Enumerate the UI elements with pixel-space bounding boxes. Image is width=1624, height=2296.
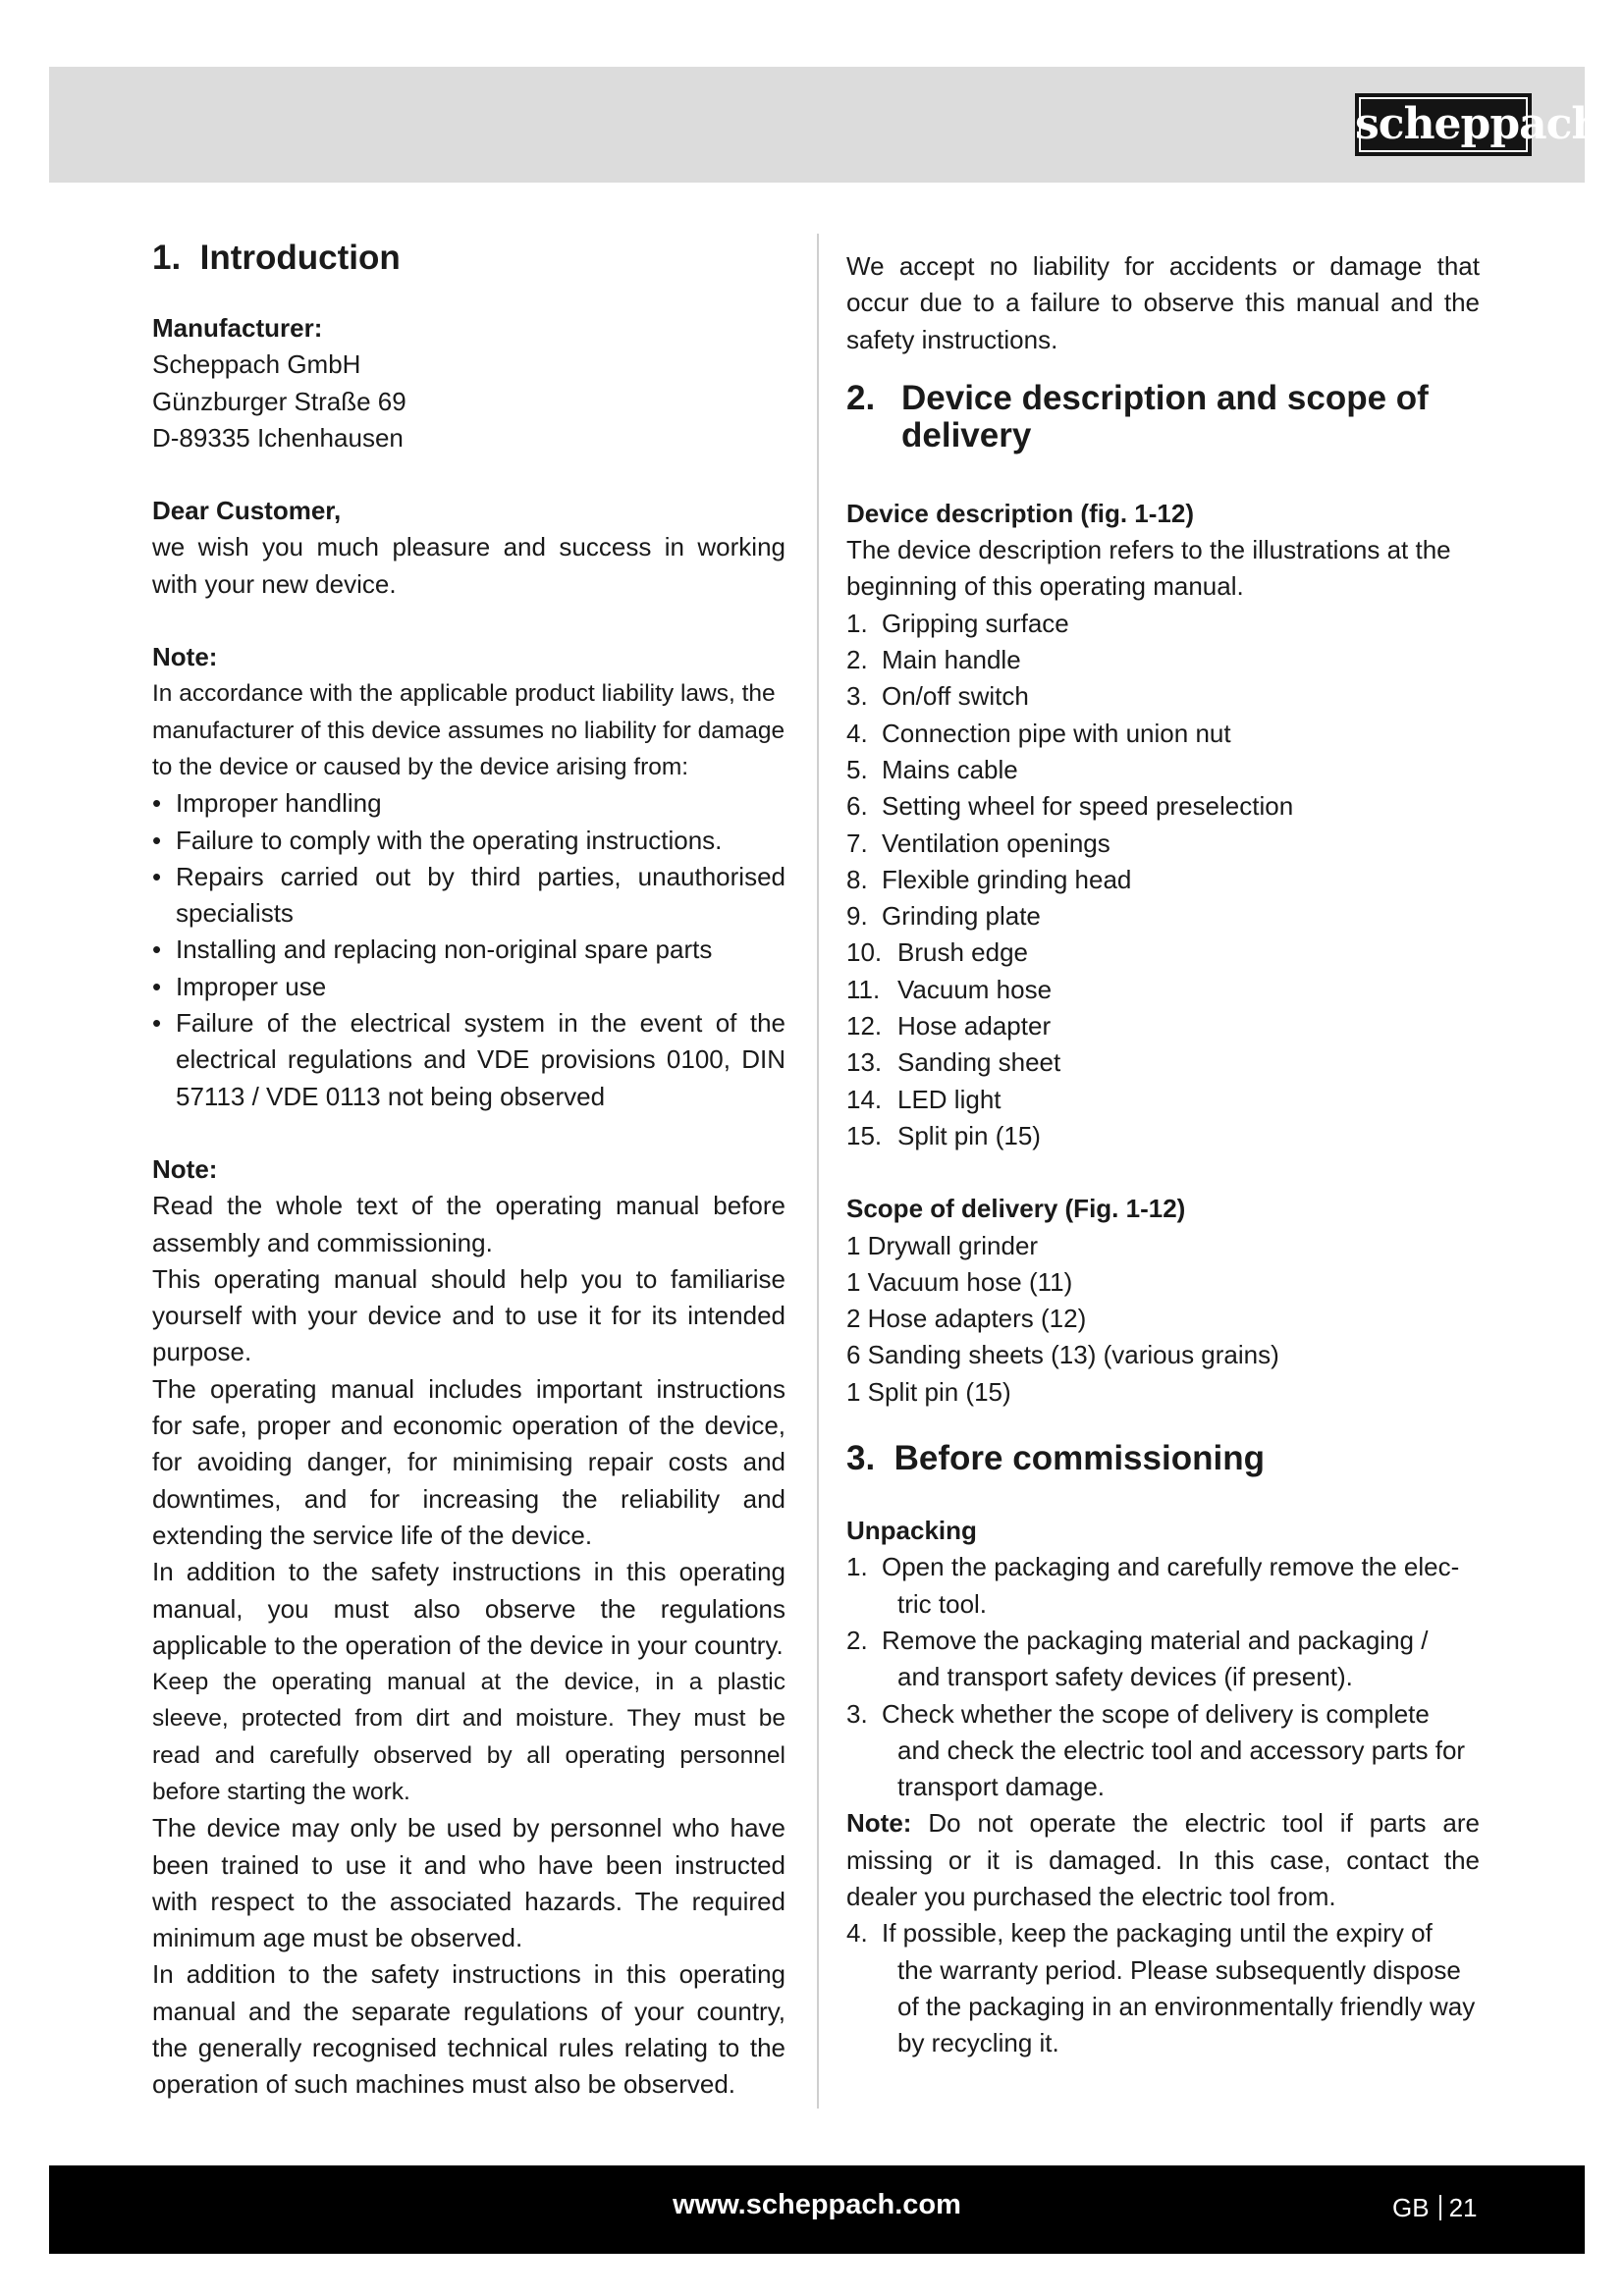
section-1-number: 1.: [152, 239, 182, 277]
list-item: • Failure of the electrical system in the event of the electrical regulations and VDE provisions 0100, DIN 57113 / VDE 0113 not being observed: [152, 1008, 785, 1111]
section-3-title: Before commissioning: [893, 1439, 1265, 1478]
list-item: 1. Open the packaging and carefully remove the elec- tric tool.: [846, 1552, 1460, 1619]
list-item: 6. Setting wheel for speed preselection: [846, 791, 1294, 822]
liability-intro: In accordance with the applicable product liability laws, the manufacturer of this device assumes no liability for damage to the device or caused by the device arising from:: [152, 680, 785, 780]
list-item: 13. Sanding sheet: [846, 1047, 1061, 1078]
paragraph: In addition to the safety instructions in this operating manual and the separate regulations of your country, the generally recognised technical rules relating to the operation of such machines must also be observed.: [152, 1959, 785, 2100]
list-item: 15. Split pin (15): [846, 1120, 1041, 1150]
list-item: 4. If possible, keep the packaging until the expiry of the warranty period. Please subsequently dispose of the packaging in an environmentally friendly way by recycling it.: [846, 1918, 1476, 2058]
paragraph: In addition to the safety instructions in this operating manual, you must also observe the regulations applicable to the operation of the device in your country.: [152, 1557, 785, 1660]
unpacking-label: Unpacking: [846, 1516, 977, 1546]
list-item: 11. Vacuum hose: [846, 974, 1053, 1004]
list-item: • Improper handling: [152, 788, 382, 819]
dear-customer-text: we wish you much pleasure and success in working with your new device.: [152, 532, 785, 599]
section-2-title: Device description and scope of delivery: [901, 378, 1429, 454]
list-item: 1 Split pin (15): [846, 1376, 1011, 1407]
scheppach-logo: scheppach: [1355, 93, 1532, 156]
section-3-number: 3.: [846, 1439, 876, 1478]
list-item: 4. Connection pipe with union nut: [846, 718, 1231, 748]
list-item: 1 Vacuum hose (11): [846, 1266, 1073, 1297]
left-column: [152, 234, 785, 2104]
list-item: • Repairs carried out by third parties, unauthorised specialists: [152, 861, 785, 929]
right-column: [846, 234, 1480, 2061]
manufacturer-line: Scheppach GmbH: [152, 349, 361, 380]
unpacking-note: Note: Do not operate the electric tool if parts are missing or it is damaged. In this case, contact the dealer you purchased the electric tool from.: [846, 1808, 1480, 1911]
liability-list: [152, 785, 785, 1115]
note-label: Note:: [152, 642, 218, 672]
list-item: 14. LED light: [846, 1084, 1001, 1114]
paragraph: Keep the operating manual at the device, in a plastic sleeve, protected from dirt and moisture. They must be read and carefully observed by all operating personnel before starting the work.: [152, 1669, 785, 1805]
section-3-heading: [846, 1440, 1480, 1477]
section-2-number: 2.: [846, 378, 876, 417]
list-item: 1. Gripping surface: [846, 608, 1069, 638]
manufacturer-line: D-89335 Ichenhausen: [152, 422, 404, 453]
list-item: 5. Mains cable: [846, 754, 1018, 784]
list-item: • Improper use: [152, 971, 327, 1001]
unpacking-steps: [846, 1549, 1480, 1805]
scope-of-delivery-label: Scope of delivery (Fig. 1-12): [846, 1194, 1186, 1224]
liability-disclaimer: We accept no liability for accidents or damage that occur due to a failure to observe this manual and the safety instructions.: [846, 251, 1480, 354]
list-item: 3. Check whether the scope of delivery is complete and check the electric tool and accessory parts for transport damage.: [846, 1698, 1466, 1802]
section-2-heading: [846, 380, 1480, 454]
footer-separator: [1439, 2195, 1441, 2220]
manufacturer-label: Manufacturer:: [152, 313, 323, 343]
dear-customer-label: Dear Customer,: [152, 496, 342, 526]
list-item: 3. On/off switch: [846, 681, 1029, 712]
section-1-title: Introduction: [199, 239, 401, 277]
device-parts-list: [846, 606, 1480, 1154]
list-item: 2. Remove the packaging material and packaging / and transport safety devices (if present).: [846, 1625, 1429, 1692]
section-1-heading: [152, 238, 785, 279]
device-description-label: Device description (fig. 1-12): [846, 498, 1194, 528]
list-item: 1 Drywall grinder: [846, 1230, 1039, 1260]
list-item: 8. Flexible grinding head: [846, 864, 1132, 894]
list-item: • Failure to comply with the operating instructions.: [152, 825, 723, 855]
paragraph: Read the whole text of the operating manual before assembly and commissioning.: [152, 1191, 785, 1257]
list-item: 12. Hose adapter: [846, 1011, 1052, 1041]
list-item: 10. Brush edge: [846, 937, 1028, 968]
list-item: 2 Hose adapters (12): [846, 1304, 1087, 1334]
page-indicator: [1392, 2193, 1478, 2223]
footer-website-link[interactable]: www.scheppach.com: [673, 2189, 961, 2220]
paragraph: The operating manual includes important instructions for safe, proper and economic operation of the device, for avoiding danger, for minimising repair costs and downtimes, and for increasing the reliability and extending the service life of the device.: [152, 1373, 785, 1550]
list-item: 7. Ventilation openings: [846, 828, 1110, 858]
language-code: GB: [1392, 2193, 1430, 2222]
device-description-text: The device description refers to the illustrations at the beginning of this operating manual.: [846, 535, 1451, 602]
paragraph: This operating manual should help you to familiarise yourself with your device and to use it for its intended purpose.: [152, 1263, 785, 1367]
manufacturer-line: Günzburger Straße 69: [152, 386, 406, 416]
note-label: Note:: [152, 1153, 218, 1184]
list-item: • Installing and replacing non-original spare parts: [152, 934, 713, 965]
list-item: 6 Sanding sheets (13) (various grains): [846, 1340, 1279, 1370]
list-item: 2. Main handle: [846, 645, 1021, 675]
paragraph: The device may only be used by personnel who have been trained to use it and who have been instructed with respect to the associated hazards. The required minimum age must be observed.: [152, 1813, 785, 1953]
list-item: 9. Grinding plate: [846, 901, 1041, 932]
column-divider: [817, 234, 819, 2109]
page-number: 21: [1448, 2193, 1478, 2222]
unpacking-step-4: [846, 1915, 1480, 2061]
note-label: Note:: [846, 1808, 912, 1839]
